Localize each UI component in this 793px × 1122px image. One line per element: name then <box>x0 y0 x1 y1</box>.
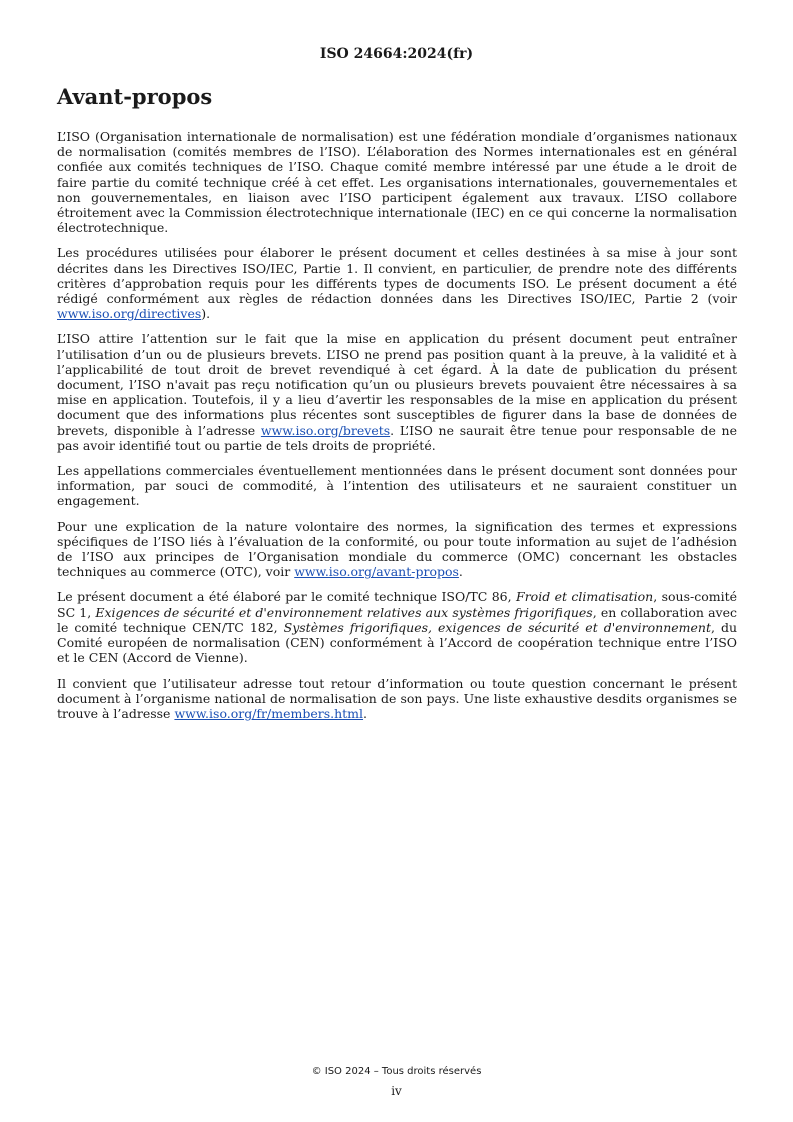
paragraph-text: Le présent document a été élaboré par le comité technique ISO/TC 86, <box>57 589 517 605</box>
page-number: iv <box>391 1084 402 1098</box>
document-body <box>57 129 737 731</box>
paragraph-trade-names: Les appellations commerciales éventuellement mentionnées dans le présent document sont données pour information, par souci de commodité, à l’intention des utilisateurs et ne sauraient constituer un engagement. <box>57 463 737 509</box>
paragraph-tail: . <box>363 705 368 721</box>
subcommittee-name: Exigences de sécurité et d'environnement relatives aux systèmes frigorifiques <box>95 604 593 620</box>
page-title: Avant-propos <box>57 84 213 109</box>
paragraph-patents <box>57 331 737 453</box>
paragraph-tail: . L’ISO ne saurait être tenue pour responsable de ne pas avoir identifié tout ou partie de tels droits de propriété. <box>57 422 737 453</box>
paragraph-text: , sous-comité SC 1, <box>57 589 738 620</box>
paragraph-text: Les procédures utilisées pour élaborer le présent document et celles destinées à sa mise à jour sont décrites dans les Directives ISO/IEC, Partie 1. Il convient, en particulier, de prendre note des différents critères d’approbation requis pour les différents types de documents ISO. Le présent document a été rédigé conformément aux règles de rédaction données dans les Directives ISO/IEC, Partie 2 (voir <box>57 245 737 307</box>
paragraph-text: Pour une explication de la nature volontaire des normes, la signification des termes et expressions spécifiques de l’ISO liés à l’évaluation de la conformité, ou pour toute information au sujet de l’adhésion de l’ISO aux principes de l’Organisation mondiale du commerce (OMC) concernant les obstacles techniques au commerce (OTC), voir <box>57 518 737 580</box>
paragraph-text: , en collaboration avec le comité technique CEN/TC 182, <box>57 604 737 635</box>
committee-name: Froid et climatisation <box>516 589 654 605</box>
link-brevets[interactable]: www.iso.org/brevets <box>260 422 391 438</box>
cen-committee-name: Systèmes frigorifiques, exigences de sécurité et d'environnement <box>283 619 711 635</box>
paragraph-committee <box>57 589 737 665</box>
paragraph-text: , du Comité européen de normalisation (CEN) conformément à l’Accord de coopération technique entre l’ISO et le CEN (Accord de Vienne). <box>57 619 737 666</box>
paragraph-procedures <box>57 245 737 321</box>
copyright-footer: © ISO 2024 – Tous droits réservés <box>311 1066 482 1077</box>
paragraph-feedback <box>57 676 737 722</box>
document-id-header: ISO 24664:2024(fr) <box>319 46 474 62</box>
link-avant-propos[interactable]: www.iso.org/avant-propos <box>294 564 459 580</box>
paragraph-tail: . <box>458 564 463 580</box>
link-directives[interactable]: www.iso.org/directives <box>57 306 202 322</box>
paragraph-text: Il convient que l’utilisateur adresse tout retour d’information ou toute question concernant le présent document à l’organisme national de normalisation de son pays. Une liste exhaustive desdits organismes se trouve à l’adresse <box>57 675 737 721</box>
paragraph-tail: ). <box>201 306 211 322</box>
paragraph-text: L’ISO attire l’attention sur le fait que la mise en application du présent document peut entraîner l’utilisation d’un ou de plusieurs brevets. L’ISO ne prend pas position quant à la preuve, à la validité et à l’applicabilité de tout droit de brevet revendiqué à cet égard. À la date de publication du présent document, l’ISO n'avait pas reçu notification qu’un ou plusieurs brevets pouvaient être nécessaires à sa mise en application. Toutefois, il y a lieu d’avertir les responsables de la mise en application du présent document que des informations plus récentes sont susceptibles de figurer dans la base de données de brevets, disponible à l’adresse <box>57 331 737 438</box>
paragraph-voluntary-nature <box>57 519 737 580</box>
paragraph-iso-intro: L’ISO (Organisation internationale de normalisation) est une fédération mondiale d’organismes nationaux de normalisation (comités membres de l’ISO). L’élaboration des Normes internationales est en général confiée aux comités techniques de l’ISO. Chaque comité membre intéressé par une étude a le droit de faire partie du comité technique créé à cet effet. Les organisations internationales, gouvernementales et non gouvernementales, en liaison avec l’ISO participent également aux travaux. L’ISO collabore étroitement avec la Commission électrotechnique internationale (IEC) en ce qui concerne la normalisation électrotechnique. <box>57 129 737 236</box>
link-members[interactable]: www.iso.org/fr/members.html <box>174 705 364 721</box>
